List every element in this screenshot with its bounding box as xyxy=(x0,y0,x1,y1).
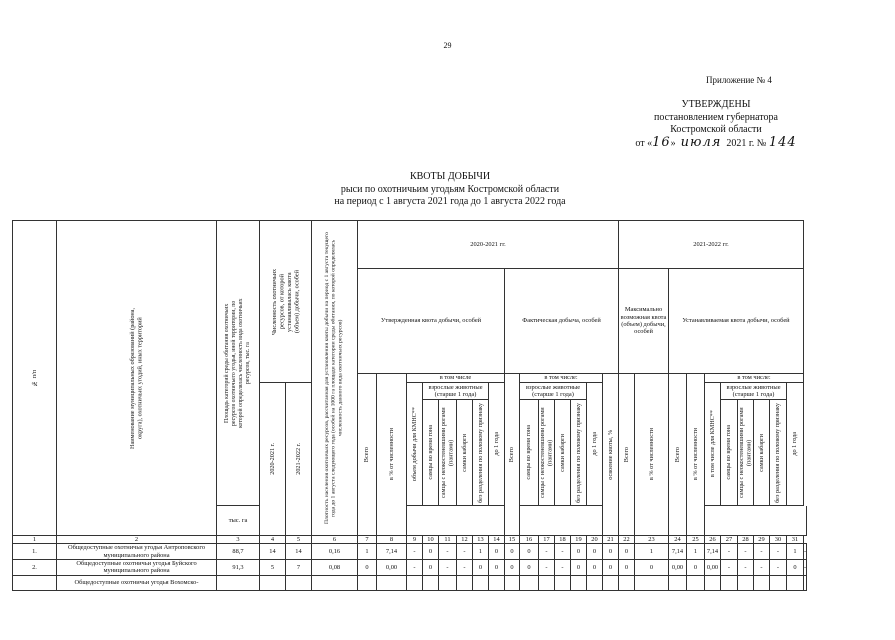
h-under1-d: до 1 года xyxy=(787,383,804,506)
row-cell: 0 xyxy=(603,560,619,576)
row-cell xyxy=(260,575,286,590)
column-number: 28 xyxy=(738,536,754,544)
h-no-sex-a: без разделения по половому признаку xyxy=(473,400,489,506)
column-number: 5 xyxy=(286,536,312,544)
row-number: 1. xyxy=(13,544,57,560)
row-cell: - xyxy=(439,560,457,576)
column-number: 19 xyxy=(571,536,587,544)
column-number: 16 xyxy=(520,536,539,544)
row-cell xyxy=(312,575,358,590)
header-area: Площадь категорий среды обитания охотничьих ресурсов охотничьего угодья, иной территории, по которой определялась численность вида охотничьих ресурсов, тыс. га xyxy=(217,221,260,506)
row-cell: 0 xyxy=(587,544,603,560)
table-row xyxy=(13,560,807,576)
column-number: 22 xyxy=(619,536,635,544)
handwritten-day: 16 xyxy=(652,134,671,150)
row-cell: 1 xyxy=(635,544,669,560)
row-name: Общедоступные охотничьи угодья Антроповского муниципального района xyxy=(57,544,217,560)
row-cell: 5 xyxy=(260,560,286,576)
column-number: 4 xyxy=(260,536,286,544)
date-year: 2021 г. № xyxy=(726,137,767,149)
column-number: 10 xyxy=(423,536,439,544)
row-cell xyxy=(705,575,721,590)
column-number: 31 xyxy=(787,536,804,544)
row-cell: 0 xyxy=(423,544,439,560)
row-cell: - xyxy=(738,560,754,576)
row-cell: 1 xyxy=(787,544,804,560)
h-total-b: Всего xyxy=(505,374,520,536)
column-number: 7 xyxy=(358,536,377,544)
row-cell: 7 xyxy=(286,560,312,576)
row-cell: 14 xyxy=(286,544,312,560)
column-number: 9 xyxy=(407,536,423,544)
date-quote: » xyxy=(670,137,676,149)
header-name: Наименование муниципальных образований (района, округа), охотничьих угодий, иных территорий xyxy=(57,221,217,536)
table-row xyxy=(13,575,807,590)
row-cell xyxy=(770,575,787,590)
row-cell xyxy=(669,575,687,590)
row-cell xyxy=(505,575,520,590)
column-number: 13 xyxy=(473,536,489,544)
row-cell xyxy=(738,575,754,590)
column-number: 20 xyxy=(587,536,603,544)
header-actual-harvest: Фактическая добыча, особей xyxy=(505,269,619,374)
row-cell: - xyxy=(721,560,738,576)
column-number: 29 xyxy=(754,536,770,544)
header-set-quota: Устанавливаемая квота добычи, особей xyxy=(669,269,804,374)
column-number: 23 xyxy=(635,536,669,544)
h-males-no-antlers-a: самцы с неокостеневшими рогами (пантами) xyxy=(439,400,457,506)
date-prefix: от « xyxy=(635,137,653,149)
row-cell xyxy=(587,575,603,590)
row-cell: 0 xyxy=(505,560,520,576)
row-cell xyxy=(489,575,505,590)
approval-date-line xyxy=(598,134,834,151)
row-cell: 0 xyxy=(571,544,587,560)
column-number: 17 xyxy=(539,536,555,544)
row-cell xyxy=(571,575,587,590)
row-cell xyxy=(439,575,457,590)
row-cell: 1 xyxy=(358,544,377,560)
h-incl-a: в том числе xyxy=(407,374,505,383)
row-cell: 0,00 xyxy=(377,560,407,576)
row-cell: - xyxy=(738,544,754,560)
row-cell: 88,7 xyxy=(217,544,260,560)
row-cell xyxy=(603,575,619,590)
row-cell xyxy=(619,575,635,590)
h-males-rut-d: самцы во время гона xyxy=(721,400,738,506)
row-cell xyxy=(635,575,669,590)
h-under1-b: до 1 года xyxy=(587,383,603,506)
column-number: 25 xyxy=(687,536,705,544)
row-cell xyxy=(721,575,738,590)
row-cell xyxy=(407,575,423,590)
row-cell xyxy=(217,575,260,590)
h-males-no-antlers-d: самцы с неокостеневшими рогами (пантами) xyxy=(738,400,754,506)
row-cell: 0,00 xyxy=(669,560,687,576)
column-number: 26 xyxy=(705,536,721,544)
row-cell: - xyxy=(555,560,571,576)
row-cell xyxy=(555,575,571,590)
row-cell: 7,14 xyxy=(377,544,407,560)
column-number: 18 xyxy=(555,536,571,544)
row-cell: 1 xyxy=(473,544,489,560)
row-cell: 0 xyxy=(505,544,520,560)
row-cell: - xyxy=(804,544,807,560)
row-cell: 0 xyxy=(489,560,505,576)
h-total-a: Всего xyxy=(358,374,377,536)
h-females-a: самки кабарги xyxy=(457,400,473,506)
row-cell: - xyxy=(539,560,555,576)
h-mastery: освоение квоты, % xyxy=(603,374,619,536)
table-row xyxy=(13,544,807,560)
row-cell: 0 xyxy=(603,544,619,560)
approved-by-line: постановлением губернатора xyxy=(654,111,778,123)
row-cell: - xyxy=(407,560,423,576)
row-cell: 0 xyxy=(787,560,804,576)
row-cell: 0 xyxy=(473,560,489,576)
column-number: 30 xyxy=(770,536,787,544)
column-number: 2 xyxy=(57,536,217,544)
row-name: Общедоступные охотничьи угодья Буйского муниципального района xyxy=(57,560,217,576)
row-cell: - xyxy=(770,560,787,576)
row-cell: 1 xyxy=(687,544,705,560)
row-cell: 0,00 xyxy=(705,560,721,576)
h-pct-a: в % от численности xyxy=(377,374,407,536)
row-cell: 0 xyxy=(520,544,539,560)
h-pct-c: в % от численности xyxy=(635,374,669,536)
h-adults-b: взрослые животные (старше 1 года) xyxy=(520,383,587,400)
row-cell: 0,16 xyxy=(312,544,358,560)
h-no-sex-d: без разделения по половому признаку xyxy=(770,400,787,506)
approved-heading: УТВЕРЖДЕНЫ xyxy=(681,99,751,110)
row-cell xyxy=(539,575,555,590)
handwritten-month: июля xyxy=(680,134,722,150)
row-cell: 0 xyxy=(587,560,603,576)
row-cell: 0 xyxy=(571,560,587,576)
h-incl-b: в том числе: xyxy=(520,374,603,383)
row-cell xyxy=(423,575,439,590)
row-cell: - xyxy=(539,544,555,560)
column-number: 8 xyxy=(377,536,407,544)
h-females-b: самки кабарги xyxy=(555,400,571,506)
row-cell: 7,14 xyxy=(705,544,721,560)
h-kmns-d: в том числе для КМНС** xyxy=(705,383,721,506)
h-adults-d: взрослые животные (старше 1 года) xyxy=(721,383,787,400)
page-number: 29 xyxy=(443,41,452,50)
row-cell: 0,08 xyxy=(312,560,358,576)
row-cell xyxy=(804,575,807,590)
row-cell: - xyxy=(770,544,787,560)
row-name: Общедоступные охотничьи угодья Вохомско- xyxy=(57,575,217,590)
h-y2020: 2020-2021 г. xyxy=(260,383,286,536)
row-cell: - xyxy=(555,544,571,560)
header-period-2020: 2020-2021 гг. xyxy=(358,221,619,269)
column-number: 21 xyxy=(603,536,619,544)
row-number: 2. xyxy=(13,560,57,576)
header-approved-quota: Утвержденная квота добычи, особей xyxy=(358,269,505,374)
column-number: 11 xyxy=(439,536,457,544)
h-females-d: самки кабарги xyxy=(754,400,770,506)
row-number xyxy=(13,575,57,590)
row-cell: 0 xyxy=(520,560,539,576)
title-main: КВОТЫ ДОБЫЧИ xyxy=(409,171,491,182)
row-cell xyxy=(286,575,312,590)
row-cell: 0 xyxy=(423,560,439,576)
header-max-volume: Максимально возможная квота (объем) добычи, особей xyxy=(619,269,669,374)
header-num: № п/п xyxy=(13,221,57,536)
h-under1-a: до 1 года xyxy=(489,383,505,506)
row-cell: 7,14 xyxy=(669,544,687,560)
title-period: на период с 1 августа 2021 года до 1 августа 2022 года xyxy=(334,196,566,207)
row-cell xyxy=(457,575,473,590)
column-number-row xyxy=(13,536,807,544)
h-no-sex-b: без разделения по половому признаку xyxy=(571,400,587,506)
h-y2021: 2021-2022 г. xyxy=(286,383,312,536)
column-number: 12 xyxy=(457,536,473,544)
row-cell xyxy=(473,575,489,590)
row-cell: 0 xyxy=(489,544,505,560)
row-cell xyxy=(754,575,770,590)
h-total-d: Всего xyxy=(669,374,687,536)
row-cell xyxy=(377,575,407,590)
row-cell xyxy=(358,575,377,590)
title-subject: рыси по охотничьим угодьям Костромской области xyxy=(340,183,560,195)
approval-block xyxy=(598,99,834,150)
header-density: Плотность населения охотничьих ресурсов, рассчитанная для установления квоты добычи на период с 1 августа текущего года до 1 августа следующего года (особей на 1000 га площади категории среды обитания, по которой определялась численность данного вида охотничьих ресурсов) xyxy=(312,221,358,536)
column-number: 15 xyxy=(505,536,520,544)
appendix-label: Приложение № 4 xyxy=(706,75,772,85)
row-cell: - xyxy=(754,560,770,576)
h-males-rut-b: самцы во время гона xyxy=(520,400,539,506)
row-cell: - xyxy=(804,560,807,576)
row-cell: 91,3 xyxy=(217,560,260,576)
row-cell: 0 xyxy=(619,560,635,576)
h-pct-d: в % от численности xyxy=(687,374,705,536)
row-cell: - xyxy=(407,544,423,560)
row-cell: - xyxy=(721,544,738,560)
column-number: 6 xyxy=(312,536,358,544)
column-number: 27 xyxy=(721,536,738,544)
h-males-rut-a: самцы во время гона xyxy=(423,400,439,506)
h-thousand-ha: тыс. га xyxy=(217,506,260,536)
row-cell: 14 xyxy=(260,544,286,560)
row-cell: 0 xyxy=(358,560,377,576)
row-cell: - xyxy=(457,560,473,576)
column-number: 24 xyxy=(669,536,687,544)
row-cell: - xyxy=(439,544,457,560)
row-cell xyxy=(520,575,539,590)
row-cell: 0 xyxy=(619,544,635,560)
row-cell xyxy=(787,575,804,590)
approved-region-line: Костромской области xyxy=(670,124,762,135)
h-total-c: Всего xyxy=(619,374,635,536)
column-number: 1 xyxy=(13,536,57,544)
column-number: 3 xyxy=(217,536,260,544)
header-count: Численность охотничьих ресурсов, от которой устанавливалась квота (объем) добычи, особей xyxy=(260,221,312,383)
h-males-no-antlers-b: самцы с неокостеневшими рогами (пантами) xyxy=(539,400,555,506)
h-incl-d: в том числе: xyxy=(705,374,804,383)
row-cell: 0 xyxy=(687,560,705,576)
row-cell: - xyxy=(457,544,473,560)
column-number: 14 xyxy=(489,536,505,544)
row-cell: 0 xyxy=(635,560,669,576)
row-cell: - xyxy=(754,544,770,560)
quota-table xyxy=(12,220,807,591)
document-title xyxy=(200,171,700,209)
h-adults-a: взрослые животные (старше 1 года) xyxy=(423,383,489,400)
h-kmns-a: объем добычи для КМНС** xyxy=(407,383,423,506)
header-period-2021: 2021-2022 гг. xyxy=(619,221,804,269)
row-cell xyxy=(687,575,705,590)
handwritten-number: 144 xyxy=(768,134,797,150)
